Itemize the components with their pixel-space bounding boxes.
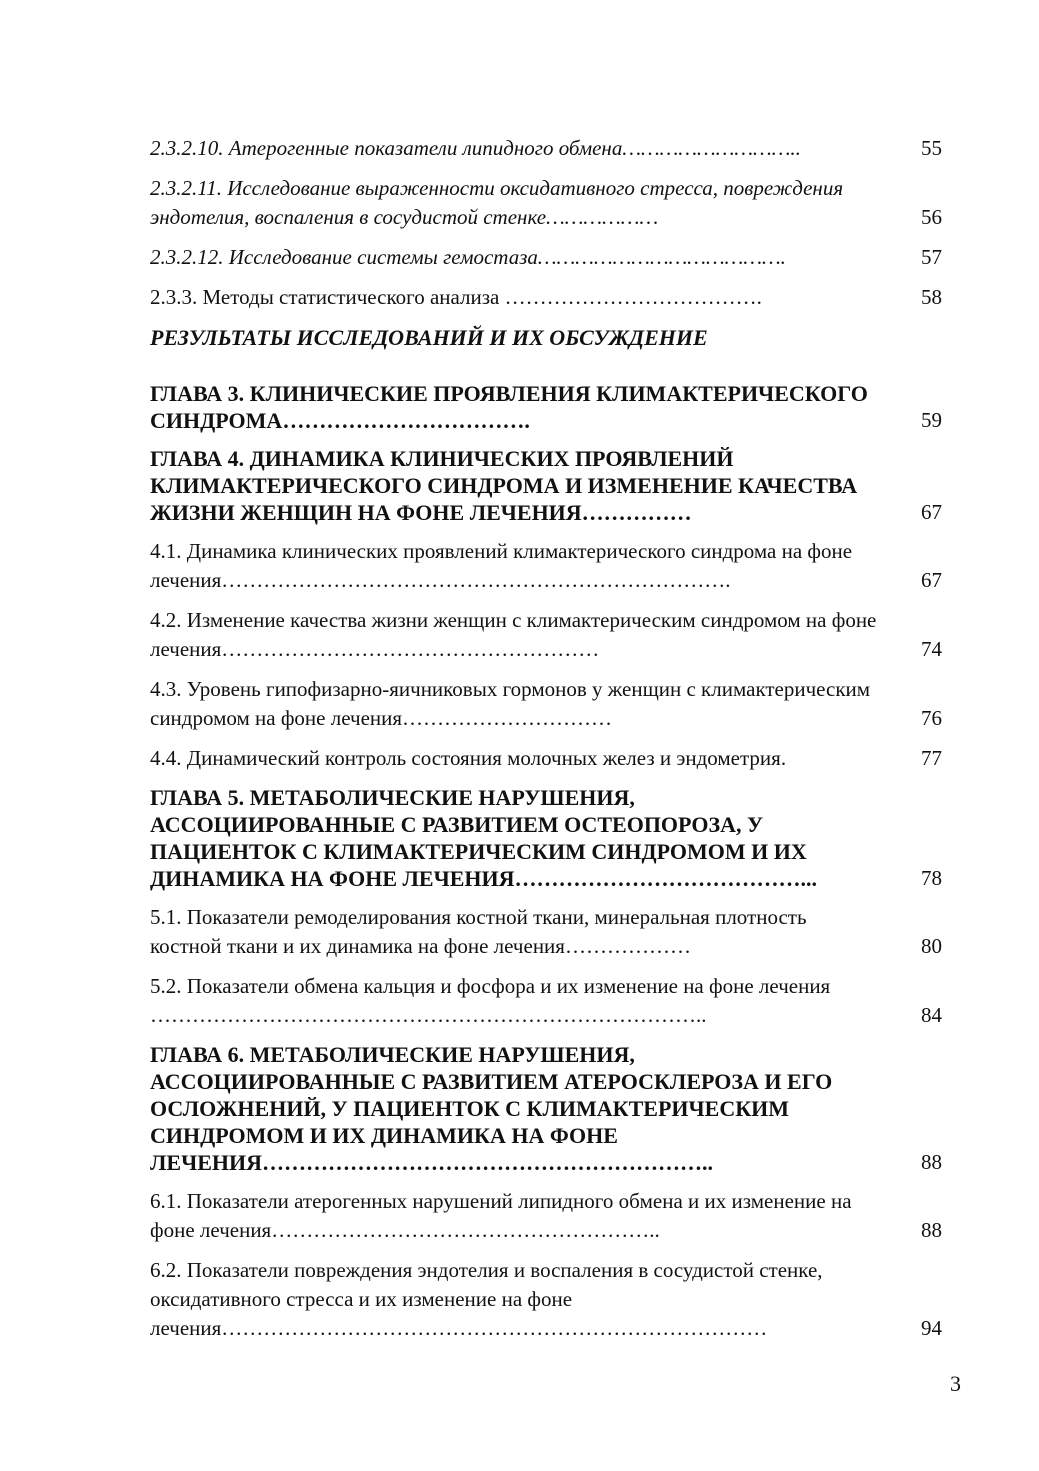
toc-entry-page: 78 [921,866,942,890]
toc-entry-4-3 [150,675,942,733]
toc-entry-title: 6.2. Показатели повреждения эндотелия и воспаления в сосудистой стенке, оксидативного стресса и их изменение на фоне лечения…………………………………………………………………… [150,1258,823,1340]
toc-section-heading: РЕЗУЛЬТАТЫ ИССЛЕДОВАНИЙ И ИХ ОБСУЖДЕНИЕ [150,325,708,350]
toc-entry-6-2 [150,1256,942,1343]
toc-chapter-title: ГЛАВА 6. МЕТАБОЛИЧЕСКИЕ НАРУШЕНИЯ, АССОЦИИРОВАННЫЕ С РАЗВИТИЕМ АТЕРОСКЛЕРОЗА И ЕГО ОСЛОЖНЕНИЙ, У ПАЦИЕНТОК С КЛИМАКТЕРИЧЕСКИМ СИНДРОМОМ И ИХ ДИНАМИКА НА ФОНЕ ЛЕЧЕНИЯ…………………………………………………….. [150,1042,833,1175]
toc-entry-4-1 [150,537,942,595]
toc-entry-4-4 [150,744,942,773]
toc-chapter-title: ГЛАВА 4. ДИНАМИКА КЛИНИЧЕСКИХ ПРОЯВЛЕНИЙ КЛИМАКТЕРИЧЕСКОГО СИНДРОМА И ИЗМЕНЕНИЕ КАЧЕСТВА ЖИЗНИ ЖЕНЩИН НА ФОНЕ ЛЕЧЕНИЯ…………… [150,446,858,525]
toc-entry-title: 5.2. Показатели обмена кальция и фосфора и их изменение на фоне лечения …………………………………………………………………….. [150,974,831,1027]
toc-entry-page: 94 [921,1316,942,1340]
toc-entry-2-3-2-12 [150,243,942,272]
toc-entry-title: 2.3.2.10. Атерогенные показатели липидного обмена……………………….. [150,136,801,160]
toc-entry-title: 4.1. Динамика клинических проявлений климактерического синдрома на фоне лечения………………………………………………………………. [150,539,853,592]
toc-entry-title: 4.2. Изменение качества жизни женщин с климактерическим синдромом на фоне лечения……………………………………………… [150,608,877,661]
toc-chapter-5 [150,784,942,892]
toc-entry-page: 67 [921,568,942,592]
toc-entry-title: 2.3.2.11. Исследование выраженности оксидативного стресса, повреждения эндотелия, воспаления в сосудистой стенке……………… [150,176,844,229]
toc-chapter-title: ГЛАВА 3. КЛИНИЧЕСКИЕ ПРОЯВЛЕНИЯ КЛИМАКТЕРИЧЕСКОГО СИНДРОМА……………………………. [150,381,868,433]
toc-entry-page: 88 [921,1218,942,1242]
toc-chapter-6 [150,1041,942,1176]
toc-entry-page: 59 [921,408,942,432]
toc-entry-page: 55 [921,136,942,160]
toc-entry-2-3-2-10 [150,134,942,163]
toc-entry-title: 4.4. Динамический контроль состояния молочных желез и эндометрия. [150,746,787,770]
toc-entry-title: 6.1. Показатели атерогенных нарушений липидного обмена и их изменение на фоне лечения……………………………………………….. [150,1189,852,1242]
toc-chapter-3 [150,380,942,434]
toc-entry-5-2 [150,972,942,1030]
toc-entry-page: 80 [921,934,942,958]
toc-entry-page: 84 [921,1003,942,1027]
toc-entry-6-1 [150,1187,942,1245]
toc-chapter-4 [150,445,942,526]
toc-chapter-title: ГЛАВА 5. МЕТАБОЛИЧЕСКИЕ НАРУШЕНИЯ, АССОЦИИРОВАННЫЕ С РАЗВИТИЕМ ОСТЕОПОРОЗА, У ПАЦИЕНТОК С КЛИМАКТЕРИЧЕСКИМ СИНДРОМОМ И ИХ ДИНАМИКА НА ФОНЕ ЛЕЧЕНИЯ…………………………………... [150,785,818,891]
toc-entry-page: 56 [921,205,942,229]
toc-entry-page: 67 [921,500,942,524]
toc-entry-page: 57 [921,245,942,269]
toc-entry-title: 2.3.3. Методы статистического анализа ………………………………. [150,285,762,309]
toc-entry-title: 5.1. Показатели ремоделирования костной ткани, минеральная плотность костной ткани и их динамика на фоне лечения……………… [150,905,807,958]
toc-entry-page: 88 [921,1150,942,1174]
toc-entry-5-1 [150,903,942,961]
toc-entry-page: 74 [921,637,942,661]
toc-entry-title: 2.3.2.12. Исследование системы гемостаза…………………………………. [150,245,786,269]
page-number: 3 [950,1371,961,1396]
toc-entry-page: 77 [921,746,942,770]
toc-entry-page: 58 [921,285,942,309]
toc-entry-page: 76 [921,706,942,730]
toc-entry-title: 4.3. Уровень гипофизарно-яичниковых гормонов у женщин с климактерическим синдромом на фоне лечения………………………… [150,677,871,730]
toc-entry-2-3-2-11 [150,174,942,232]
toc-entry-4-2 [150,606,942,664]
table-of-contents [150,134,942,1354]
toc-entry-2-3-3 [150,283,942,312]
